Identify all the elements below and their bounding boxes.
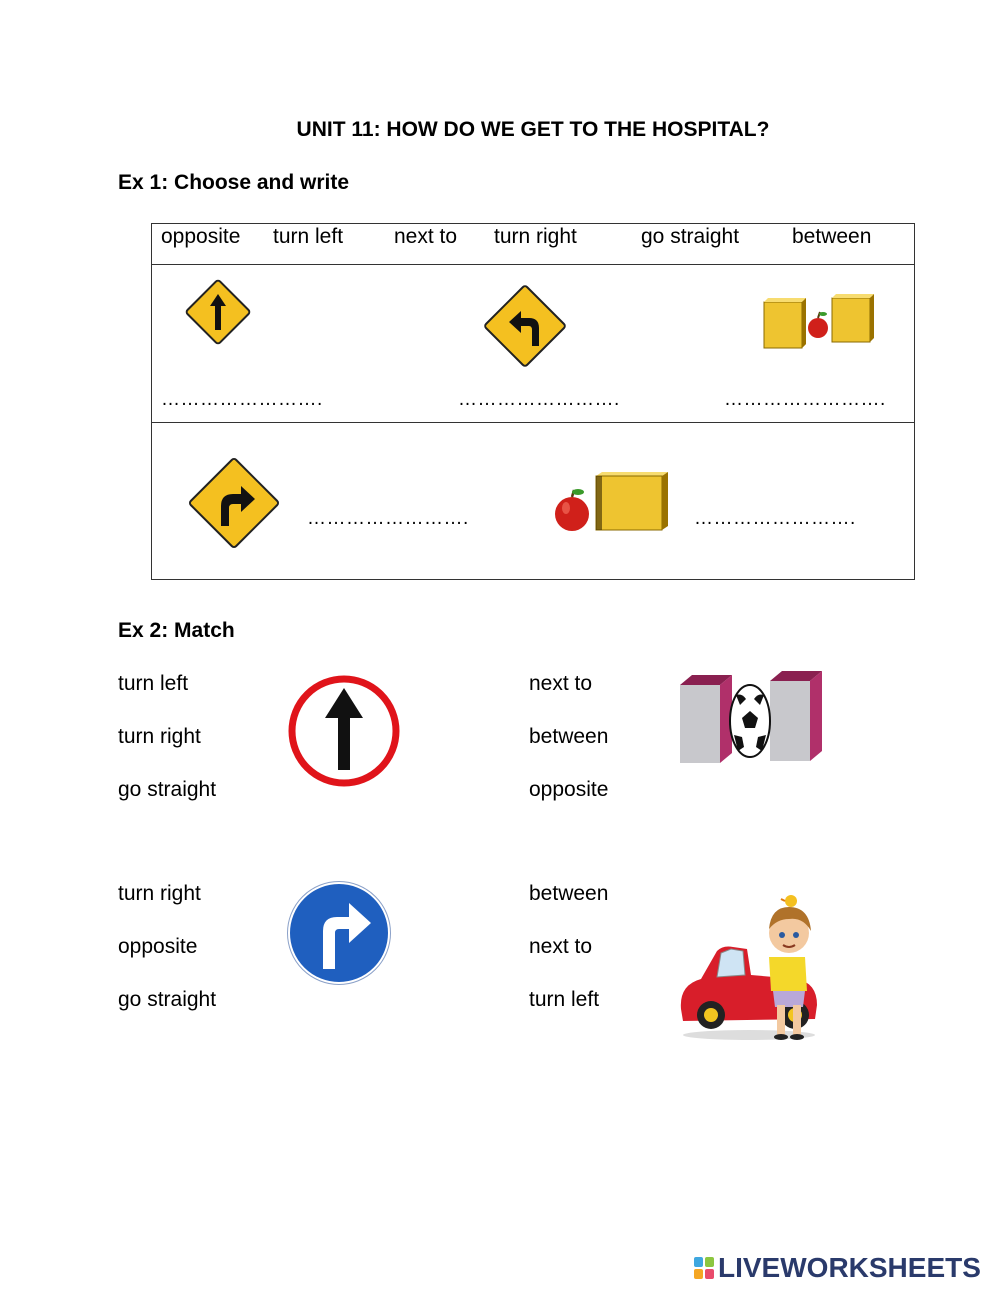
match-option[interactable]: between (529, 725, 609, 748)
go-straight-round-sign-icon[interactable] (287, 674, 401, 788)
ex2-heading: Ex 2: Match (118, 619, 235, 642)
turn-right-sign-icon (183, 452, 285, 554)
boy-next-to-car-icon[interactable] (677, 889, 827, 1043)
answer-blank[interactable]: ……………………. (458, 389, 620, 410)
ex1-heading: Ex 1: Choose and write (118, 171, 350, 194)
word-bank-item: turn right (494, 225, 577, 248)
word-bank-item: go straight (641, 225, 740, 248)
match-option[interactable]: next to (529, 672, 593, 695)
match-option[interactable]: turn left (529, 988, 600, 1011)
answer-blank[interactable]: ……………………. (161, 389, 323, 410)
liveworksheets-logo (693, 1252, 981, 1284)
match-option[interactable]: turn right (118, 882, 201, 905)
word-bank-item: opposite (161, 225, 241, 248)
match-option[interactable]: opposite (529, 778, 609, 801)
apple-next-to-box-icon (552, 470, 670, 534)
ball-between-blocks-icon[interactable] (680, 671, 826, 765)
answer-blank[interactable]: ……………………. (307, 508, 469, 529)
match-option[interactable]: opposite (118, 935, 198, 958)
table-divider (152, 264, 914, 265)
turn-left-sign-icon (479, 280, 571, 372)
logo-mark-icon (693, 1256, 715, 1280)
answer-blank[interactable]: ……………………. (724, 389, 886, 410)
between-boxes-apple-icon (760, 292, 878, 352)
page-title: UNIT 11: HOW DO WE GET TO THE HOSPITAL? (296, 118, 770, 141)
logo-text: LIVEWORKSHEETS (718, 1252, 981, 1283)
match-option[interactable]: turn left (118, 672, 189, 695)
answer-blank[interactable]: ……………………. (694, 508, 856, 529)
word-bank-item: between (792, 225, 872, 248)
word-bank-item: next to (394, 225, 458, 248)
match-option[interactable]: turn right (118, 725, 201, 748)
match-option[interactable]: go straight (118, 778, 217, 801)
word-bank-item: turn left (273, 225, 344, 248)
straight-arrow-sign-icon (182, 276, 254, 348)
match-option[interactable]: go straight (118, 988, 217, 1011)
match-option[interactable]: between (529, 882, 609, 905)
match-option[interactable]: next to (529, 935, 593, 958)
turn-right-round-sign-icon[interactable] (287, 881, 391, 985)
table-divider (152, 422, 914, 423)
